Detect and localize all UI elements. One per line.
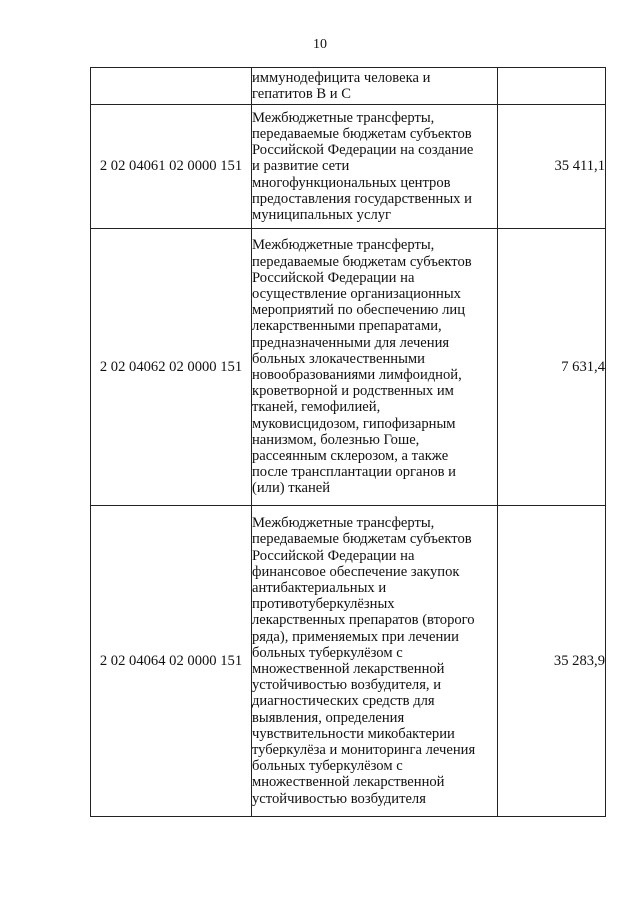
description-line: и развитие сети xyxy=(252,158,350,175)
description-line: многофункциональных центров xyxy=(252,174,451,191)
amount-cell: 35 411,1 xyxy=(498,105,606,229)
description-line: Российской Федерации на xyxy=(252,547,415,564)
description-line: финансовое обеспечение закупок xyxy=(252,563,460,580)
description-line: антибактериальных и xyxy=(252,579,387,596)
description-line: множественной лекарственной xyxy=(252,661,445,677)
description-line: Российской Федерации на создание xyxy=(252,142,474,159)
description-line: тканей, гемофилией, xyxy=(252,399,381,416)
amount-cell: 35 283,9 xyxy=(498,506,606,817)
description-line: туберкулёза и мониторинга лечения xyxy=(252,742,476,759)
description-line: осуществление организационных xyxy=(252,285,461,302)
description-line: муниципальных услуг xyxy=(252,207,392,223)
description-cell xyxy=(252,229,498,506)
budget-code-cell: 2 02 04064 02 0000 151 xyxy=(91,506,252,817)
description-cell xyxy=(252,105,498,229)
description-line: кроветворной и родственных им xyxy=(252,383,454,400)
description-line: диагностических средств для xyxy=(252,693,435,710)
table-row xyxy=(91,105,606,229)
description-line: передаваемые бюджетам субъектов xyxy=(252,125,472,142)
description-line: лекарственными препаратами, xyxy=(252,318,442,335)
description-line: рассеянным склерозом, а также xyxy=(252,448,449,465)
description-cell xyxy=(252,506,498,817)
description-line: устойчивостью возбудителя, и xyxy=(252,677,442,694)
description-line: Межбюджетные трансферты, xyxy=(252,109,435,126)
description-line: передаваемые бюджетам субъектов xyxy=(252,531,472,548)
description-line: Межбюджетные трансферты, xyxy=(252,237,435,254)
description-line: больных туберкулёзом с xyxy=(252,644,403,661)
amount-cell xyxy=(498,68,606,105)
description-line: Российской Федерации на xyxy=(252,269,415,286)
description-line: выявления, определения xyxy=(252,709,405,726)
description-line: множественной лекарственной xyxy=(252,774,445,791)
description-line: гепатитов В и С xyxy=(252,86,351,102)
description-cell xyxy=(252,68,498,105)
description-line: устойчивостью возбудителя xyxy=(252,790,426,807)
description-line: чувствительности микобактерии xyxy=(252,725,455,742)
budget-table xyxy=(90,67,606,817)
description-line: противотуберкулёзных xyxy=(252,596,395,613)
description-line: муковисцидозом, гипофизарным xyxy=(252,415,456,432)
description-line: предназначенными для лечения xyxy=(252,334,450,351)
budget-code-cell: 2 02 04062 02 0000 151 xyxy=(91,229,252,506)
description-line: лекарственных препаратов (второго xyxy=(252,612,475,629)
page-number: 10 xyxy=(313,37,327,52)
budget-code-cell: 2 02 04061 02 0000 151 xyxy=(91,105,252,229)
description-line: нанизмом, болезнью Гоше, xyxy=(252,431,420,448)
description-line: после трансплантации органов и xyxy=(252,464,456,481)
description-line: иммунодефицита человека и xyxy=(252,69,431,86)
description-line: Межбюджетные трансферты, xyxy=(252,515,435,532)
description-line: мероприятий по обеспечению лиц xyxy=(252,302,465,319)
amount-cell: 7 631,4 xyxy=(498,229,606,506)
description-line: предоставления государственных и xyxy=(252,190,472,207)
description-line: новообразованиями лимфоидной, xyxy=(252,367,462,383)
description-line: ряда), применяемых при лечении xyxy=(252,628,459,645)
table-row xyxy=(91,229,606,506)
budget-code-cell xyxy=(91,68,252,105)
description-line: (или) тканей xyxy=(252,480,331,497)
description-line: больных туберкулёзом с xyxy=(252,758,403,775)
table-row xyxy=(91,506,606,817)
description-line: передаваемые бюджетам субъектов xyxy=(252,253,472,270)
table-row xyxy=(91,68,606,105)
description-line: больных злокачественными xyxy=(252,350,425,367)
